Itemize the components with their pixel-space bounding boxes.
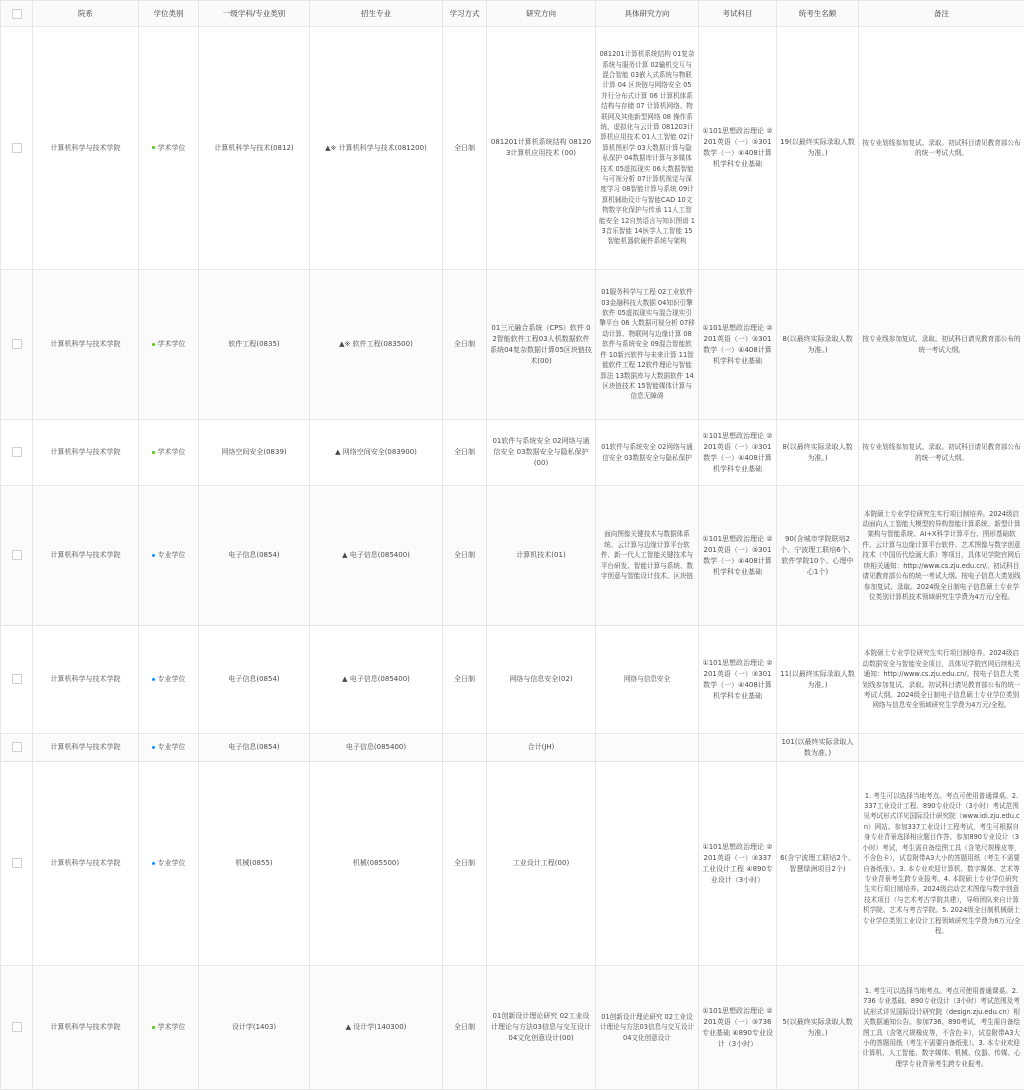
- cell-direction: [487, 27, 596, 270]
- cell-quota-text: 8(以最终实际录取人数为准。): [782, 443, 852, 462]
- cell-detail: [596, 27, 699, 270]
- cell-discipline: [199, 966, 310, 1090]
- cell-quota-text: 101(以最终实际录取人数为准。): [781, 738, 853, 757]
- cell-degree: [139, 966, 199, 1090]
- cell-dept-text: 计算机科学与技术学院: [51, 340, 121, 348]
- cell-discipline-text: 机械(0855): [235, 859, 272, 867]
- cell-major-text: ▲ 电子信息(085400): [342, 675, 410, 683]
- cell-direction: [487, 734, 596, 762]
- cell-dept: [33, 270, 139, 420]
- table-row: [1, 27, 1024, 270]
- row-checkbox[interactable]: [1, 270, 33, 420]
- cell-detail-text: 01创新设计理论研究 02工业设计理论与方法03信息与交互设计 04文化创意设计: [600, 1013, 694, 1042]
- cell-discipline-text: 电子信息(0854): [228, 743, 279, 751]
- status-dot-icon: [152, 451, 155, 454]
- table-header-row: [1, 1, 1024, 27]
- cell-degree: [139, 27, 199, 270]
- cell-major-text: ▲ 网络空间安全(083900): [335, 448, 417, 456]
- cell-direction-text: 01软件与系统安全 02网络与通信安全 03数据安全与隐私保护(00): [492, 437, 589, 467]
- table-row: [1, 626, 1024, 734]
- cell-quota-text: 19(以最终实际录取人数为准。): [780, 138, 855, 157]
- cell-exam: [699, 626, 777, 734]
- cell-direction-text: 工业设计工程(00): [513, 859, 569, 867]
- cell-mode-text: 全日制: [454, 859, 475, 867]
- header-detail: 具体研究方向: [596, 1, 699, 27]
- cell-degree: [139, 734, 199, 762]
- cell-quota: [777, 27, 859, 270]
- cell-quota: [777, 966, 859, 1090]
- cell-exam: [699, 270, 777, 420]
- cell-note-text: 按专业划线参加复试、录取。初试科目请见教育部公布的统一考试大纲。: [862, 139, 1020, 157]
- cell-major-text: ▲ 设计学(140300): [346, 1023, 407, 1031]
- cell-exam-text: ①101思想政治理论 ②201英语（一）③301数学（一）④408计算机学科专业基础: [702, 127, 772, 168]
- cell-discipline-text: 电子信息(0854): [228, 551, 279, 559]
- row-checkbox[interactable]: [1, 966, 33, 1090]
- cell-discipline-text: 设计学(1403): [232, 1023, 276, 1031]
- cell-note-text: 按专业线参加复试、录取。初试科目请见教育部公布的统一考试大纲。: [862, 335, 1020, 353]
- cell-discipline: [199, 486, 310, 626]
- status-dot-icon: [152, 862, 155, 865]
- header-exam: 考试科目: [699, 1, 777, 27]
- cell-note: [859, 626, 1024, 734]
- cell-direction-text: 合计(JH): [528, 743, 555, 751]
- cell-degree: [139, 270, 199, 420]
- cell-note: [859, 420, 1024, 486]
- cell-discipline: [199, 270, 310, 420]
- cell-exam: [699, 486, 777, 626]
- cell-discipline: [199, 762, 310, 966]
- cell-exam: [699, 762, 777, 966]
- row-checkbox[interactable]: [1, 486, 33, 626]
- cell-mode-text: 全日制: [454, 448, 475, 456]
- row-checkbox[interactable]: [1, 734, 33, 762]
- cell-degree-text: 学术学位: [158, 340, 186, 348]
- cell-major: [310, 27, 443, 270]
- cell-exam: [699, 734, 777, 762]
- cell-exam-text: ①101思想政治理论 ②201英语（一）③301数学（一）④408计算机学科专业基础: [702, 324, 772, 365]
- cell-note-text: 1. 考生可以选择当地考点。考点可使用普通课桌。2. 337工业设计工程、890专业设计（3小时）考试范围见考试形式详见国际设计研究院（www.idi.zju.edu.cn）网站。参加337工业设计工程考试，考生可根据自身专业背景选择相应题目作答。参加890专业设计（3小时）考试，考生需自备绘图工具（含笔尺规橡皮等，不含色卡），试卷附带A3大小的答题用纸（考生不需要自备纸张）。3. 本专业欢迎计算机、数字媒体、艺术等专业背景考生跨专业报考。4. 本院硕士专业学位研究生实行项目制培养。2024级启动艺术图像与数字创意技术项目（与艺术考古学院共建），导师团队来自计算机学院、艺术与考古学院。5. 2024级全日制机械硕士专业学位类别工业设计工程领域研究生学费为6万元/全程。: [862, 792, 1020, 935]
- cell-dept-text: 计算机科学与技术学院: [51, 448, 121, 456]
- cell-exam: [699, 27, 777, 270]
- cell-detail-text: 网络与信息安全: [624, 675, 670, 683]
- cell-exam: [699, 420, 777, 486]
- cell-mode-text: 全日制: [454, 340, 475, 348]
- header-mode: 学习方式: [443, 1, 487, 27]
- cell-exam-text: ①101思想政治理论 ②201英语（一）③301数学（一）④408计算机学科专业基础: [702, 535, 772, 576]
- cell-note-text: 本院硕士专业学位研究生实行项目制培养。2024级启动面向人工智能大模型的异构智能计算系统、新型计算架构与智能系统、AI+X科学计算平台、图形基础软件、云计算与边缘计算平台软件、艺术图像与数字创意技术（中国历代绘画大系）等项目，具体见学院官网后续相关通知：http://www.cs.zju.edu.cn/。初试科目请见教育部公布的统一考试大纲。按电子信息大类划线参加复试、录取。2024级全日制电子信息硕士专业学位类别计算机技术领域研究生学费为4万元/全程。: [862, 510, 1020, 601]
- row-checkbox[interactable]: [1, 762, 33, 966]
- cell-dept: [33, 420, 139, 486]
- cell-mode: [443, 762, 487, 966]
- header-major: 招生专业: [310, 1, 443, 27]
- cell-detail: [596, 762, 699, 966]
- cell-major-text: ▲※ 计算机科学与技术(081200): [325, 144, 427, 152]
- cell-mode: [443, 27, 487, 270]
- cell-detail: [596, 486, 699, 626]
- cell-dept-text: 计算机科学与技术学院: [51, 859, 121, 867]
- cell-dept: [33, 762, 139, 966]
- cell-degree: [139, 626, 199, 734]
- cell-note-text: 1. 考生可以选择当地考点。考点可使用普通课桌。2. 736 专业基础、890专业设计（3小时）考试范围及考试形式详见国际设计研究院（design.zju.edu.cn）相关数据通知公告。参加736、890考试，考生需自备绘图工具（含笔尺规橡皮等，不含色卡），试卷附带A3大小的答题用纸（考生不需要自备纸张）。3. 本专业欢迎计算机、人工智能、数字媒体、机械、仪器、传媒、心理学专业背景考生跨专业报考。: [862, 987, 1020, 1068]
- cell-mode: [443, 734, 487, 762]
- cell-major: [310, 734, 443, 762]
- cell-exam-text: ①101思想政治理论 ②201英语（一）③337工业设计工程 ④890专业设计（3小时）: [702, 843, 773, 884]
- table-row: [1, 486, 1024, 626]
- cell-major: [310, 762, 443, 966]
- status-dot-icon: [152, 343, 155, 346]
- header-discipline: 一级学科/专业类别: [199, 1, 310, 27]
- cell-quota-text: 5(以最终实际录取人数为准。): [782, 1018, 852, 1037]
- cell-dept-text: 计算机科学与技术学院: [51, 743, 121, 751]
- cell-discipline: [199, 734, 310, 762]
- cell-degree-text: 学术学位: [158, 144, 186, 152]
- cell-note: [859, 966, 1024, 1090]
- cell-direction: [487, 966, 596, 1090]
- cell-major: [310, 626, 443, 734]
- cell-degree-text: 专业学位: [158, 675, 186, 683]
- cell-dept: [33, 966, 139, 1090]
- table-row: [1, 270, 1024, 420]
- cell-major: [310, 486, 443, 626]
- cell-direction: [487, 270, 596, 420]
- status-dot-icon: [152, 146, 155, 149]
- cell-direction: [487, 762, 596, 966]
- cell-degree-text: 专业学位: [158, 743, 186, 751]
- cell-detail: [596, 734, 699, 762]
- table-row: [1, 762, 1024, 966]
- cell-dept: [33, 626, 139, 734]
- cell-discipline-text: 电子信息(0854): [228, 675, 279, 683]
- cell-quota-text: 8(以最终实际录取人数为准。): [782, 335, 852, 354]
- row-checkbox[interactable]: [1, 27, 33, 270]
- cell-major: [310, 270, 443, 420]
- cell-discipline-text: 网络空间安全(0839): [221, 448, 286, 456]
- cell-major: [310, 966, 443, 1090]
- cell-major-text: 电子信息(085400): [346, 743, 406, 751]
- cell-mode: [443, 486, 487, 626]
- cell-degree: [139, 420, 199, 486]
- cell-direction-text: 计算机技术(01): [516, 551, 565, 559]
- cell-major-text: 机械(085500): [353, 859, 399, 867]
- header-dept: 院系: [33, 1, 139, 27]
- header-quota: 统考生名额: [777, 1, 859, 27]
- cell-note-text: 按专业划线参加复试、录取。初试科目请见教育部公布的统一考试大纲。: [862, 443, 1020, 461]
- cell-direction: [487, 486, 596, 626]
- cell-discipline-text: 软件工程(0835): [228, 340, 279, 348]
- cell-mode: [443, 626, 487, 734]
- cell-mode-text: 全日制: [454, 675, 475, 683]
- cell-note: [859, 734, 1024, 762]
- cell-dept-text: 计算机科学与技术学院: [51, 144, 121, 152]
- cell-dept: [33, 734, 139, 762]
- cell-mode-text: 全日制: [454, 551, 475, 559]
- cell-quota-text: 11(以最终实际录取人数为准。): [780, 670, 855, 689]
- cell-mode: [443, 420, 487, 486]
- cell-quota-text: 6(含宁波理工联培2个、智慧绿洲项目2个): [780, 854, 855, 873]
- cell-direction-text: 01三元融合系统（CPS）软件 02智能软件工程03人机数据软件系统04复杂数据计算05区块链技术(00): [490, 324, 592, 365]
- cell-discipline-text: 计算机科学与技术(0812): [214, 144, 293, 152]
- cell-exam: [699, 966, 777, 1090]
- cell-degree-text: 学术学位: [158, 448, 186, 456]
- row-checkbox[interactable]: [1, 420, 33, 486]
- cell-exam-text: ①101思想政治理论 ②201英语（一）③301数学（一）④408计算机学科专业基础: [702, 432, 772, 473]
- cell-direction-text: 01创新设计理论研究 02工业设计理论与方法03信息与交互设计 04文化创意设计(00): [491, 1012, 591, 1042]
- cell-mode-text: 全日制: [454, 144, 475, 152]
- cell-degree: [139, 486, 199, 626]
- cell-dept: [33, 486, 139, 626]
- cell-degree-text: 专业学位: [158, 551, 186, 559]
- cell-detail-text: 01软件与系统安全 02网络与通信安全 03数据安全与隐私保护: [601, 443, 692, 461]
- table-row: [1, 734, 1024, 762]
- cell-note: [859, 762, 1024, 966]
- cell-exam-text: ①101思想政治理论 ②201英语（一）③736专业基础 ④890专业设计（3小时）: [702, 1007, 773, 1048]
- cell-note: [859, 27, 1024, 270]
- cell-quota: [777, 762, 859, 966]
- cell-detail-text: 081201计算机系统结构 01复杂系统与服务计算 02输机交互与混合智能 03嵌入式系统与物联计算 04 区块链与网络安全 05 并行分布式计算 06 计算机体系结构与存储 07 计算机网络、物联网及其他新型网络 08 操作系统、虚拟化与云计算 081203计算机应用技术 01人工智能 02计算机图形学 03大数据计算与隐私保护 04数据库计算与多媒体技术 05虚拟现实 06大数据智能与可视分析 07计算机视觉与深度学习 08智能计算与系统 09计算机辅助设计与智能CAD 10文物数字化保护与传承 11人工智能安全 12自然语言与知识图谱 13音乐智能 14医学人工智能 15 智能机器软硬件系统与架构: [599, 50, 695, 245]
- cell-note-text: 本院硕士专业学位研究生实行项目制培养。2024级启动数据安全与智能安全项目，具体见学院官网后续相关通知：http://www.cs.zju.edu.cn/。按电子信息大类划线参加复试、录取。初试科目请见教育部公布的统一考试大纲。2024级全日制电子信息硕士专业学位类别网络与信息安全领域研究生学费为4万元/全程。: [862, 649, 1020, 709]
- status-dot-icon: [152, 746, 155, 749]
- cell-detail: [596, 626, 699, 734]
- cell-discipline: [199, 420, 310, 486]
- cell-quota-text: 90(含城市学院联培2个、宁波理工联培6个、软件学院10个、心理中心1个): [780, 535, 854, 576]
- cell-detail: [596, 420, 699, 486]
- cell-major-text: ▲ 电子信息(085400): [342, 551, 410, 559]
- cell-discipline: [199, 626, 310, 734]
- header-direction: 研究方向: [487, 1, 596, 27]
- cell-degree-text: 学术学位: [158, 1023, 186, 1031]
- cell-quota: [777, 734, 859, 762]
- cell-direction-text: 081201计算机系统结构 081203计算机应用技术 (00): [491, 138, 591, 157]
- cell-dept-text: 计算机科学与技术学院: [51, 551, 121, 559]
- cell-mode: [443, 270, 487, 420]
- cell-major-text: ▲※ 软件工程(083500): [339, 340, 413, 348]
- cell-dept-text: 计算机科学与技术学院: [51, 675, 121, 683]
- cell-dept: [33, 27, 139, 270]
- status-dot-icon: [152, 678, 155, 681]
- cell-mode-text: 全日制: [454, 1023, 475, 1031]
- cell-note: [859, 270, 1024, 420]
- cell-direction: [487, 626, 596, 734]
- cell-degree-text: 专业学位: [158, 859, 186, 867]
- cell-quota: [777, 626, 859, 734]
- status-dot-icon: [152, 554, 155, 557]
- cell-detail: [596, 270, 699, 420]
- cell-quota: [777, 420, 859, 486]
- cell-direction: [487, 420, 596, 486]
- cell-exam-text: ①101思想政治理论 ②201英语（一）③301数学（一）④408计算机学科专业基础: [702, 659, 772, 700]
- cell-detail-text: 面向图像关键技术与数据体系统、云计算与边缘计算平台软件、新一代人工智能关键技术与平台研发、智能计算与系统、数字创意与智能设计技术、区块链: [601, 530, 693, 580]
- cell-degree: [139, 762, 199, 966]
- header-degree: 学位类别: [139, 1, 199, 27]
- cell-mode: [443, 966, 487, 1090]
- cell-dept-text: 计算机科学与技术学院: [51, 1023, 121, 1031]
- table-row: [1, 966, 1024, 1090]
- table-row: [1, 420, 1024, 486]
- status-dot-icon: [152, 1026, 155, 1029]
- cell-direction-text: 网络与信息安全(02): [509, 675, 572, 683]
- cell-note: [859, 486, 1024, 626]
- cell-quota: [777, 486, 859, 626]
- cell-major: [310, 420, 443, 486]
- cell-detail: [596, 966, 699, 1090]
- cell-quota: [777, 270, 859, 420]
- cell-detail-text: 01服务科学与工程 02工业软件 03金融科技大数据 04知识引擎软件 05虚拟现实与混合现实引擎平台 06 大数据可视分析 07移动计算、物联网与边缘计算 08软件与系统安全 09混合智能软件 10新兴软件与未来计算 11智能软件工程 12软件理论与智能算法 13数据库与大数据软件 14区块链技术 15智能媒体计算与信息无障碍: [599, 288, 695, 400]
- select-all-checkbox[interactable]: [1, 1, 33, 27]
- row-checkbox[interactable]: [1, 626, 33, 734]
- header-note: 备注: [859, 1, 1024, 27]
- cell-discipline: [199, 27, 310, 270]
